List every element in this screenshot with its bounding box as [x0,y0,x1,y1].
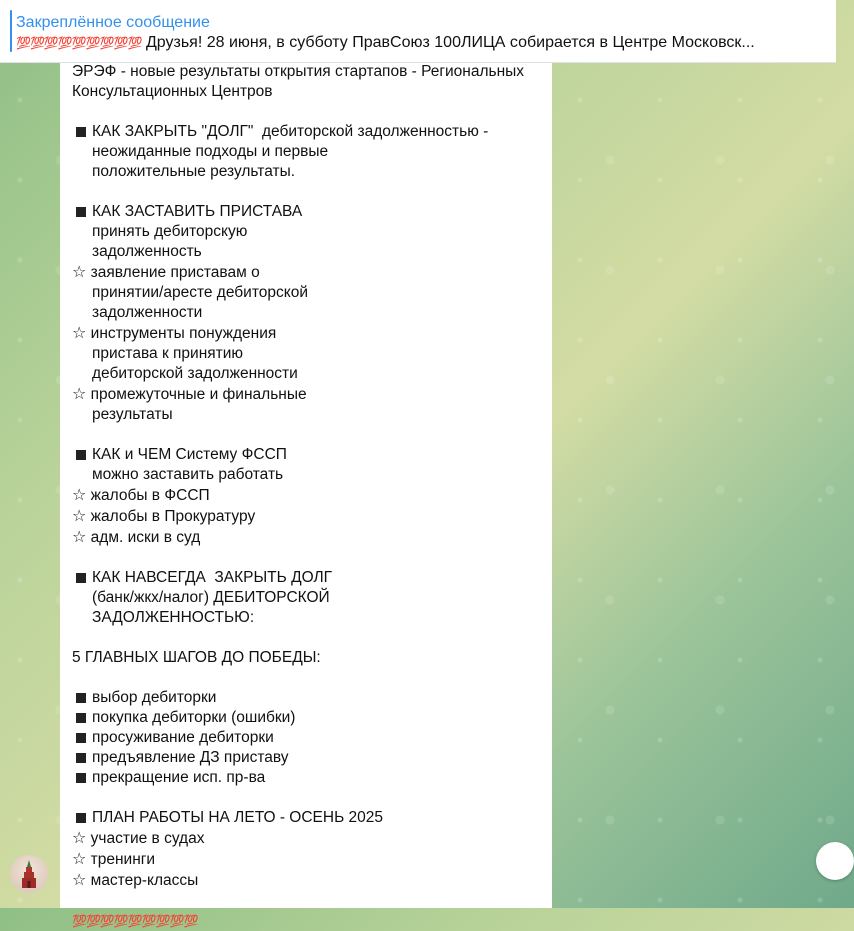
text-line: принятии/аресте дебиторской [92,284,308,301]
star-icon: ☆ [72,527,87,546]
black-square-icon [76,450,86,460]
black-square-icon [76,773,86,783]
pinned-message-bar[interactable] [0,0,836,63]
text-line: принять дебиторскую [92,223,248,240]
text-line: результаты [92,406,173,423]
black-square-icon [76,813,86,823]
text-line: пристава к принятию [92,345,244,362]
list-item: ☆ участие в судах [72,828,205,847]
section-heading: КАК ЗАСТАВИТЬ ПРИСТАВА [72,202,542,222]
black-square-icon [76,127,86,137]
step-item: просуживание дебиторки [72,728,542,748]
star-icon: ☆ [72,506,87,525]
steps-heading: 5 ГЛАВНЫХ ШАГОВ ДО ПОБЕДЫ: [72,649,321,666]
message-bubble[interactable] [60,62,552,928]
text-line: положительные результаты. [92,163,296,180]
star-icon: ☆ [72,262,87,281]
pinned-preview-text: Друзья! 28 июня, в субботу ПравСоюз 100ЛИЦА собирается в Центре Московск... [145,34,755,51]
step-item: покупка дебиторки (ошибки) [72,708,542,728]
black-square-icon [76,713,86,723]
text-line: задолженность [92,243,202,260]
list-item: ☆ жалобы в Прокуратуру [72,506,256,525]
pinned-title: Закреплённое сообщение [16,14,210,31]
list-item: ☆ тренинги [72,849,156,868]
list-item: ☆ промежуточные и финальные [72,384,307,403]
hundred-emoji-row: 💯💯💯💯💯💯💯💯💯 [16,36,142,50]
black-square-icon [76,753,86,763]
black-square-icon [76,733,86,743]
text-line: задолженности [92,304,203,321]
section-heading: КАК НАВСЕГДА ЗАКРЫТЬ ДОЛГ [72,568,542,588]
list-item: ☆ заявление приставам о [72,262,260,281]
step-item: прекращение исп. пр-ва [72,768,542,788]
star-icon: ☆ [72,384,87,403]
list-item: ☆ жалобы в ФССП [72,485,210,504]
list-item: ☆ инструменты понуждения [72,323,277,342]
star-icon: ☆ [72,323,87,342]
star-icon: ☆ [72,870,87,889]
message-text [60,62,552,931]
step-item: выбор дебиторки [72,688,542,708]
black-square-icon [76,207,86,217]
section-heading: КАК и ЧЕМ Систему ФССП [72,445,542,465]
black-square-icon [76,573,86,583]
black-square-icon [76,693,86,703]
list-item: ☆ адм. иски в суд [72,527,201,546]
text-line: можно заставить работать [92,466,284,483]
text-line: Консультационных Центров [72,83,273,100]
kremlin-tower-avatar-icon[interactable] [10,855,48,893]
pinned-indicator [10,10,12,52]
kremlin-tower-icon [16,859,42,889]
section-heading: ПЛАН РАБОТЫ НА ЛЕТО - ОСЕНЬ 2025 [72,808,542,828]
section-heading: КАК ЗАКРЫТЬ "ДОЛГ" дебиторской задолженностью - [72,122,542,142]
star-icon: ☆ [72,849,87,868]
star-icon: ☆ [72,485,87,504]
text-line: неожиданные подходы и первые [92,143,329,160]
step-item: предъявление ДЗ приставу [72,748,542,768]
list-item: ☆ мастер-классы [72,870,199,889]
text-line: ЗАДОЛЖЕННОСТЬЮ: [92,609,255,626]
text-line: дебиторской задолженности [92,365,298,382]
footer-emoji-row: 💯💯💯💯💯💯💯💯💯 [72,914,198,928]
star-icon: ☆ [72,828,87,847]
scroll-down-button[interactable] [816,842,854,880]
pinned-preview [16,34,824,52]
text-line: (банк/жкх/налог) ДЕБИТОРСКОЙ [92,589,330,606]
text-line: ЭРЭФ - новые результаты открытия стартапов - Региональных [72,63,525,80]
